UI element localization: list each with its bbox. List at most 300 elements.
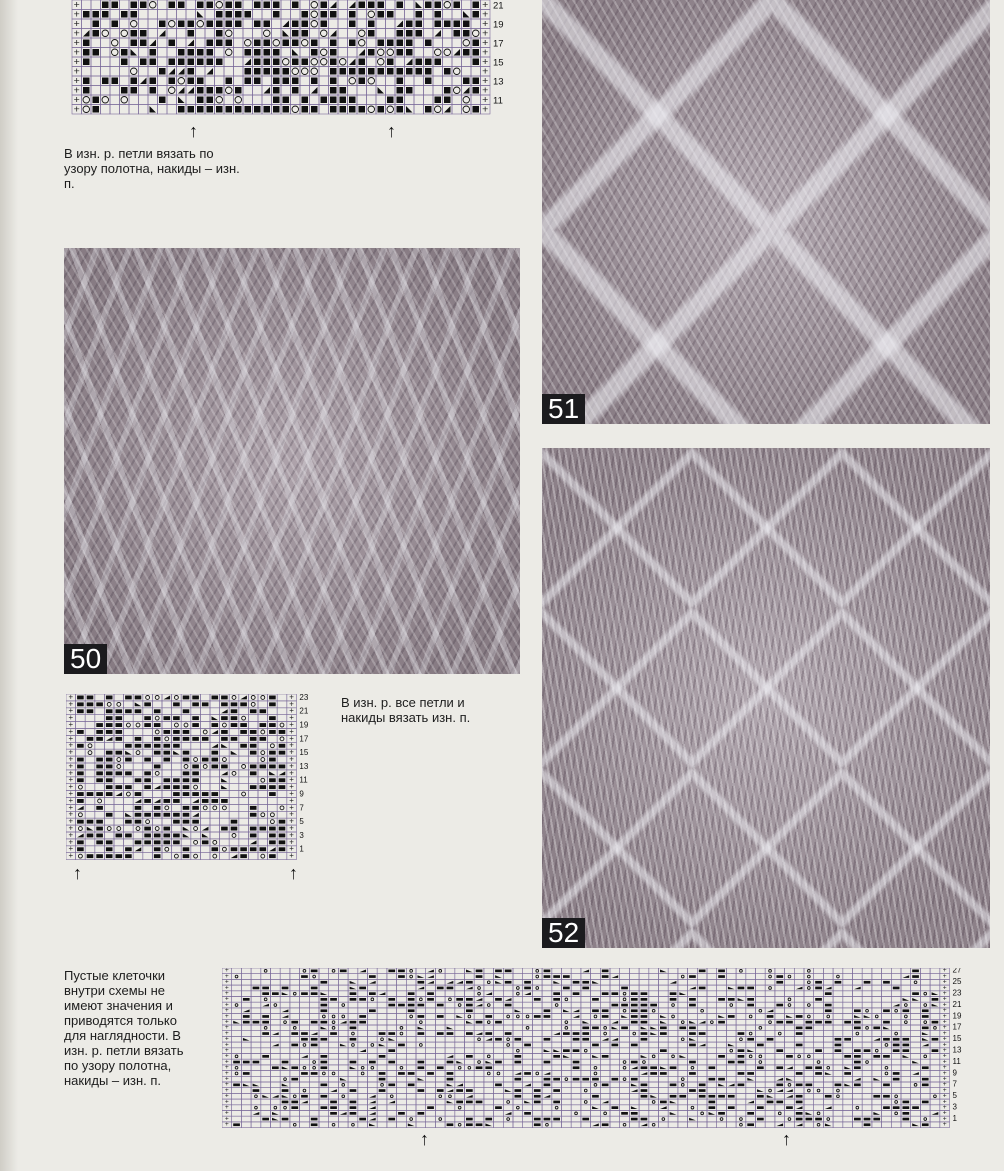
chart-cell [804,1054,814,1060]
chart-cell [717,1082,727,1088]
chart-cell [455,1036,465,1042]
row-number-label: 7 [952,1079,957,1089]
edge-stitch-symbol: + [68,802,74,812]
symbol-knit-cell [240,854,247,858]
symbol-knit-cell [612,1106,619,1109]
chart-cell [571,1122,581,1128]
symbol-knit-cell [192,723,199,727]
chart-cell [629,1071,639,1077]
chart-cell [620,1019,630,1025]
symbol-yarn-over [332,1072,335,1075]
chart-cell [445,1111,455,1117]
chart-cell [101,38,111,48]
symbol-decrease [476,998,483,1001]
symbol-decrease [873,1112,880,1115]
symbol-yarn-over [681,1038,684,1041]
symbol-decrease [922,1044,929,1047]
symbol-knit-cell [397,97,404,104]
chart-cell [765,968,775,974]
symbol-knit-cell [903,1112,910,1115]
symbol-yarn-over [126,792,130,796]
symbol-knit-cell [544,970,551,973]
chart-cell [600,1105,610,1111]
chart-cell [688,1065,698,1071]
symbol-decrease [418,975,425,978]
chart-cell [241,1093,251,1099]
symbol-yarn-over [274,1004,277,1007]
symbol-knit-cell [369,992,376,995]
chart-cell [358,1031,368,1037]
chart-cell [843,1076,853,1082]
chart-cell [659,1116,669,1122]
symbol-yarn-over [222,758,226,762]
chart-cell [542,985,552,991]
symbol-knit-cell [747,987,754,990]
symbol-knit-cell [757,1118,764,1121]
chart-cell [220,791,230,798]
chart-cell [513,1042,523,1048]
chart-cell [600,1059,610,1065]
chart-cell [775,1054,785,1060]
symbol-knit-cell [718,1021,725,1024]
chart-cell [377,1042,387,1048]
symbol-decrease [454,49,461,56]
chart-cell [85,715,95,722]
symbol-knit-cell [350,992,357,995]
symbol-knit-cell [463,30,470,37]
chart-cell [571,1093,581,1099]
chart-cell [930,974,940,980]
symbol-knit-cell [192,765,199,769]
edge-stitch-symbol: + [224,968,229,975]
chart-cell [659,1122,669,1128]
symbol-knit-cell [738,1055,745,1058]
symbol-knit-cell [350,1101,357,1104]
chart-cell [406,1019,416,1025]
symbol-decrease [379,1044,386,1047]
chart-cell [503,1111,513,1117]
chart-cell [629,979,639,985]
symbol-knit-cell [670,998,677,1001]
chart-cell [386,29,396,39]
symbol-knit-cell [650,1072,657,1075]
symbol-yarn-over [885,1072,888,1075]
chart-cell [756,1111,766,1117]
chart-cell [397,1093,407,1099]
chart-cell [765,1105,775,1111]
symbol-knit-cell [631,1118,638,1121]
chart-cell [591,979,601,985]
symbol-decrease [922,1038,929,1041]
chart-cell [688,991,698,997]
chart-cell [843,1002,853,1008]
symbol-knit-cell [718,1078,725,1081]
symbol-yarn-over [222,847,226,851]
symbol-knit-cell [387,11,394,18]
symbol-yarn-over [112,49,119,56]
chart-cell [271,1076,281,1082]
chart-cell [251,1036,261,1042]
symbol-yarn-over [165,806,169,810]
chart-cell [756,1036,766,1042]
chart-cell [920,1002,930,1008]
chart-cell [639,1099,649,1105]
chart-cell [717,1065,727,1071]
chart-cell [338,1111,348,1117]
symbol-knit-cell [221,730,228,734]
symbol-knit-cell [106,792,113,796]
symbol-decrease [447,1084,454,1087]
symbol-knit-cell [473,59,480,66]
symbol-knit-cell [183,758,190,762]
chart-cell [823,1099,833,1105]
chart-cell [300,1014,310,1020]
symbol-knit-cell [116,834,123,838]
chart-cell [133,825,143,832]
symbol-knit-cell [243,1072,250,1075]
chart-cell [348,974,358,980]
chart-cell [251,1014,261,1020]
chart-cell [765,1122,775,1128]
symbol-yarn-over [444,49,451,56]
symbol-decrease [369,1106,376,1109]
symbol-yarn-over [352,1123,355,1126]
symbol-decrease [197,11,204,18]
symbol-decrease [641,1123,648,1126]
chart-cell [736,974,746,980]
chart-cell [833,1031,843,1037]
chart-cell [610,968,620,974]
symbol-knit-cell [747,1123,754,1126]
chart-cell [181,715,191,722]
symbol-knit-cell [173,820,180,824]
symbol-decrease [116,792,123,796]
symbol-knit-cell [321,1055,328,1058]
chart-cell [300,1002,310,1008]
symbol-knit-cell [212,792,219,796]
chart-cell [600,1076,610,1082]
chart-cell [872,991,882,997]
symbol-decrease [408,1123,415,1126]
symbol-knit-cell [311,1118,318,1121]
chart-cell [248,791,258,798]
edge-stitch-symbol: + [73,56,80,68]
chart-cell [717,1048,727,1054]
symbol-knit-cell [291,1021,298,1024]
symbol-knit-cell [264,68,271,75]
chart-cell [668,1031,678,1037]
chart-cell [277,701,287,708]
symbol-knit-cell [776,1049,783,1052]
symbol-knit-cell [121,49,128,56]
symbol-decrease [282,1066,289,1069]
chart-cell [930,1111,940,1117]
chart-cell [435,1036,445,1042]
chart-cell [357,95,367,105]
symbol-knit-cell [602,992,609,995]
chart-cell [262,76,272,86]
chart-cell [215,67,225,77]
symbol-knit-cell [250,827,257,831]
symbol-decrease [253,1084,260,1087]
chart-cell [319,1111,329,1117]
chart-cell [416,1105,426,1111]
chart-cell [220,770,230,777]
symbol-knit-cell [767,1101,774,1104]
chart-cell [532,979,542,985]
chart-cell [455,1054,465,1060]
symbol-yarn-over [701,1009,704,1012]
chart-cell [435,1093,445,1099]
symbol-knit-cell [573,1061,580,1064]
symbol-decrease [154,799,161,803]
symbol-knit-cell [806,1084,813,1087]
chart-cell [397,1048,407,1054]
symbol-yarn-over [332,1123,335,1126]
symbol-decrease [416,2,423,9]
chart-cell [891,1099,901,1105]
chart-cell [167,48,177,58]
chart-cell [300,1065,310,1071]
chart-cell [76,825,86,832]
edge-stitch-symbol: + [289,713,294,723]
symbol-knit-cell [359,1015,366,1018]
chart-cell [668,1111,678,1117]
chart-cell [368,1048,378,1054]
chart-cell [726,1076,736,1082]
symbol-knit-cell [815,1118,822,1121]
symbol-decrease [292,49,299,56]
symbol-decrease [311,1032,318,1035]
chart-cell [300,1019,310,1025]
chart-cell [261,1088,271,1094]
chart-cell [920,1088,930,1094]
chart-cell [542,991,552,997]
symbol-knit-cell [202,702,209,706]
symbol-knit-cell [699,1089,706,1092]
symbol-knit-cell [641,1021,648,1024]
chart-cell [532,1054,542,1060]
edge-stitch-symbol: + [482,103,489,116]
chart-cell [678,1019,688,1025]
symbol-yarn-over [216,2,223,9]
symbol-yarn-over [924,1021,927,1024]
symbol-decrease [776,1089,783,1092]
symbol-knit-cell [291,1106,298,1109]
symbol-knit-cell [96,730,103,734]
chart-cell [220,811,230,818]
chart-cell [377,997,387,1003]
symbol-knit-cell [903,1118,910,1121]
symbol-yarn-over [313,1061,316,1064]
chart-cell [82,0,92,10]
chart-cell [911,1111,921,1117]
chart-cell [445,991,455,997]
symbol-knit-cell [125,758,132,762]
symbol-knit-cell [302,59,309,66]
edge-stitch-symbol: + [482,75,489,87]
symbol-yarn-over [740,1118,743,1121]
chart-cell [377,1105,387,1111]
symbol-knit-cell [699,1095,706,1098]
symbol-decrease [369,1112,376,1115]
chart-cell [172,763,182,770]
symbol-knit-cell [226,2,233,9]
symbol-decrease [388,1038,395,1041]
chart-cell [452,76,462,86]
chart-cell [542,1065,552,1071]
chart-cell [494,1008,504,1014]
chart-cell [804,1002,814,1008]
symbol-knit-cell [369,975,376,978]
chart-cell [329,1116,339,1122]
symbol-knit-cell [125,785,132,789]
symbol-yarn-over [468,1066,471,1069]
symbol-knit-cell [709,1095,716,1098]
chart-cell [678,1076,688,1082]
chart-cell [416,985,426,991]
symbol-knit-cell [416,11,423,18]
chart-cell [775,1025,785,1031]
chart-cell [726,1019,736,1025]
symbol-decrease [699,1044,706,1047]
chart-cell [426,1093,436,1099]
symbol-knit-cell [330,78,337,85]
symbol-knit-cell [233,1123,240,1126]
symbol-knit-cell [349,11,356,18]
edge-stitch-symbol: + [942,1064,947,1072]
symbol-knit-cell [776,1084,783,1087]
symbol-knit-cell [330,1112,337,1115]
chart-cell [348,1042,358,1048]
symbol-yarn-over [342,1015,345,1018]
symbol-knit-cell [135,813,142,817]
chart-cell [387,1014,397,1020]
chart-cell [814,1008,824,1014]
chart-cell [891,1111,901,1117]
symbol-yarn-over [222,723,226,727]
chart-cell [319,974,329,980]
chart-cell [229,811,239,818]
edge-stitch-symbol: + [942,1001,947,1009]
chart-cell [234,29,244,39]
symbol-decrease [406,106,413,113]
chart-cell [435,1054,445,1060]
chart-cell [414,86,424,96]
symbol-knit-cell [534,1101,541,1104]
symbol-decrease [456,1084,463,1087]
chart-cell [406,1111,416,1117]
chart-cell [853,1002,863,1008]
chart-cell [120,105,130,115]
symbol-knit-cell [135,820,142,824]
edge-stitch-symbol: + [224,1058,229,1066]
symbol-knit-cell [425,2,432,9]
edge-stitch-symbol: + [68,823,74,833]
symbol-decrease [272,1095,279,1098]
chart-cell [387,985,397,991]
symbol-yarn-over [643,1061,646,1064]
symbol-knit-cell [534,1095,541,1098]
symbol-knit-cell [689,998,696,1001]
chart-cell [891,1088,901,1094]
chart-cell [251,1093,261,1099]
symbol-knit-cell [592,1095,599,1098]
chart-cell [261,1042,271,1048]
symbol-knit-cell [321,97,328,104]
chart-cell [416,1048,426,1054]
symbol-decrease [202,827,209,831]
symbol-yarn-over [313,975,316,978]
edge-stitch-symbol: + [224,1115,229,1123]
chart-cell [241,1105,251,1111]
symbol-knit-cell [102,11,109,18]
symbol-yarn-over [216,97,223,104]
symbol-knit-cell [835,1044,842,1047]
chart-cell [474,1048,484,1054]
symbol-yarn-over [352,1044,355,1047]
symbol-decrease [631,1066,638,1069]
chart-cell [649,1025,659,1031]
symbol-decrease [873,1078,880,1081]
chart-cell [172,756,182,763]
symbol-knit-cell [621,1112,628,1115]
chart-cell [229,777,239,784]
symbol-knit-cell [544,1061,551,1064]
symbol-yarn-over [934,1095,937,1098]
chart-cell [210,811,220,818]
chart-cell [277,756,287,763]
symbol-yarn-over [478,1061,481,1064]
symbol-knit-cell [77,778,84,782]
chart-cell [872,979,882,985]
symbol-knit-cell [573,1038,580,1041]
edge-stitch-symbol: + [68,706,74,716]
chart-cell [678,1048,688,1054]
chart-cell [338,0,348,10]
chart-cell [785,1014,795,1020]
chart-cell [736,1002,746,1008]
symbol-knit-cell [641,1009,648,1012]
chart-cell [101,19,111,29]
chart-cell [532,1071,542,1077]
symbol-knit-cell [369,1061,376,1064]
symbol-knit-cell [340,68,347,75]
chart-cell [785,1071,795,1077]
chart-cell [552,1093,562,1099]
chart-cell [930,1014,940,1020]
chart-cell [200,729,210,736]
symbol-knit-cell [164,778,171,782]
symbol-knit-cell [282,1061,289,1064]
chart-cell [474,1116,484,1122]
row-number-label: 13 [493,76,504,88]
symbol-decrease [728,987,735,990]
symbol-knit-cell [254,106,261,113]
symbol-yarn-over [885,1066,888,1069]
chart-cell [465,1105,475,1111]
symbol-knit-cell [387,59,394,66]
chart-cell [911,985,921,991]
symbol-knit-cell [473,87,480,94]
symbol-knit-cell [250,771,257,775]
symbol-knit-cell [250,765,257,769]
symbol-knit-cell [368,2,375,9]
chart-cell [862,1093,872,1099]
symbol-knit-cell [279,840,286,844]
chart-cell [542,979,552,985]
symbol-decrease [349,59,356,66]
